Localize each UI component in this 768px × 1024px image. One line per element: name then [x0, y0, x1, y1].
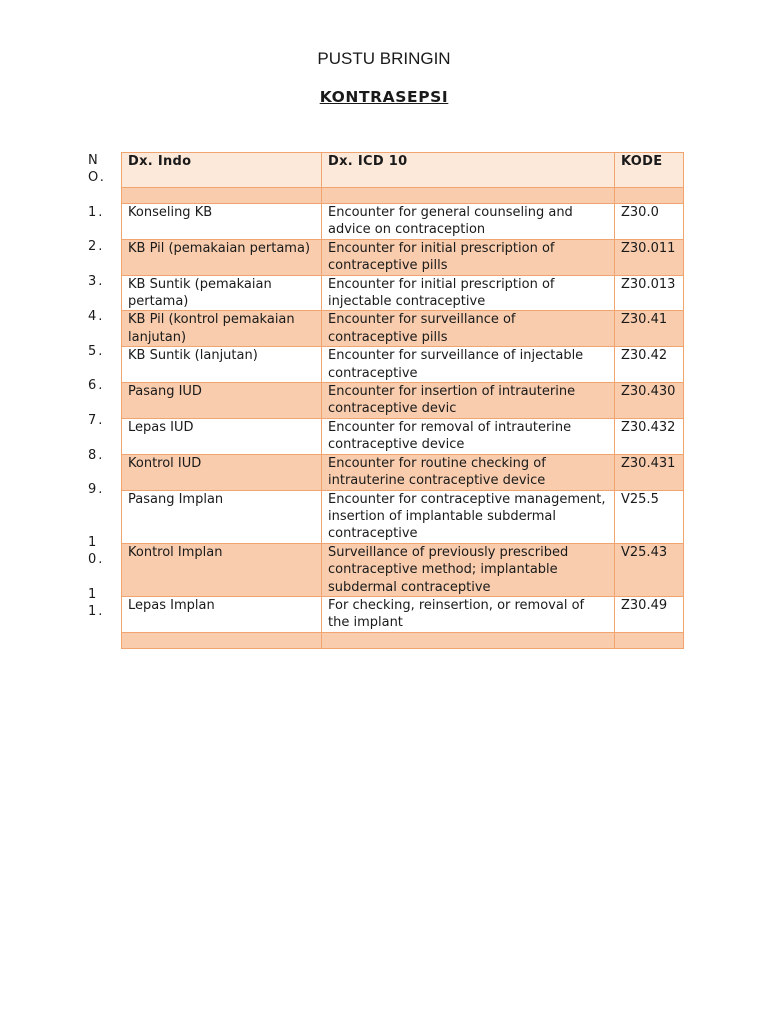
cell-dx-indo: Kontrol IUD: [122, 454, 322, 490]
cell-dx-icd10: Encounter for general counseling and advice on contraception: [322, 204, 615, 240]
cell-kode: Z30.011: [615, 239, 684, 275]
table-row: [122, 543, 684, 596]
no-cell: 1.: [88, 205, 105, 220]
document-subtitle: KONTRASEPSI: [319, 88, 449, 106]
document-title: PUSTU BRINGIN: [317, 49, 451, 68]
no-cell: 11.: [88, 587, 105, 619]
cell-dx-icd10: Surveillance of previously prescribed contraceptive method; implantable subdermal contraceptive: [322, 543, 615, 596]
table-row: [122, 311, 684, 347]
col-header-kode: KODE: [615, 153, 684, 188]
table-row: [122, 596, 684, 632]
cell-dx-indo: Lepas Implan: [122, 596, 322, 632]
cell-kode: Z30.41: [615, 311, 684, 347]
cell-dx-icd10: Encounter for routine checking of intrauterine contraceptive device: [322, 454, 615, 490]
table-row: [122, 454, 684, 490]
no-cell: 5.: [88, 344, 105, 359]
cell-dx-indo: KB Suntik (pemakaian pertama): [122, 275, 322, 311]
no-cell: 3.: [88, 274, 105, 289]
col-header-dx-icd10: Dx. ICD 10: [322, 153, 615, 188]
cell-dx-indo: Pasang Implan: [122, 490, 322, 543]
cell-kode: Z30.430: [615, 383, 684, 419]
table-row: [122, 204, 684, 240]
table-row: [122, 347, 684, 383]
no-cell: 2.: [88, 239, 105, 254]
no-cell: 8.: [88, 448, 105, 463]
cell-dx-indo: Pasang IUD: [122, 383, 322, 419]
cell-kode: Z30.0: [615, 204, 684, 240]
no-cell: 9.: [88, 482, 105, 497]
cell-dx-indo: KB Pil (kontrol pemakaian lanjutan): [122, 311, 322, 347]
cell-kode: Z30.432: [615, 418, 684, 454]
cell-dx-icd10: For checking, reinsertion, or removal of the implant: [322, 596, 615, 632]
cell-dx-icd10: Encounter for initial prescription of contraceptive pills: [322, 239, 615, 275]
cell-dx-indo: Konseling KB: [122, 204, 322, 240]
cell-kode: Z30.013: [615, 275, 684, 311]
table-row: [122, 418, 684, 454]
cell-dx-icd10: Encounter for insertion of intrauterine contraceptive devic: [322, 383, 615, 419]
cell-dx-indo: Lepas IUD: [122, 418, 322, 454]
cell-dx-indo: Kontrol Implan: [122, 543, 322, 596]
table-row: [122, 275, 684, 311]
cell-dx-icd10: Encounter for surveillance of contraceptive pills: [322, 311, 615, 347]
cell-dx-indo: KB Suntik (lanjutan): [122, 347, 322, 383]
cell-dx-icd10: Encounter for contraceptive management, insertion of implantable subdermal contraceptive: [322, 490, 615, 543]
cell-dx-icd10: Encounter for removal of intrauterine contraceptive device: [322, 418, 615, 454]
table-row: [122, 383, 684, 419]
no-cell: 7.: [88, 413, 105, 428]
no-header: NO.: [88, 153, 106, 185]
cell-dx-indo: KB Pil (pemakaian pertama): [122, 239, 322, 275]
cell-dx-icd10: Encounter for surveillance of injectable contraceptive: [322, 347, 615, 383]
col-header-dx-indo: Dx. Indo: [122, 153, 322, 188]
cell-kode: V25.43: [615, 543, 684, 596]
no-cell: 6.: [88, 378, 105, 393]
spacer-row: [122, 188, 684, 204]
cell-kode: Z30.431: [615, 454, 684, 490]
no-cell: 10.: [88, 535, 105, 567]
table-row: [122, 490, 684, 543]
table-row: [122, 239, 684, 275]
cell-dx-icd10: Encounter for initial prescription of injectable contraceptive: [322, 275, 615, 311]
cell-kode: Z30.49: [615, 596, 684, 632]
spacer-row: [122, 632, 684, 648]
table-header-row: [122, 153, 684, 188]
cell-kode: Z30.42: [615, 347, 684, 383]
cell-kode: V25.5: [615, 490, 684, 543]
contraception-code-table: [121, 152, 684, 649]
no-cell: 4.: [88, 309, 105, 324]
